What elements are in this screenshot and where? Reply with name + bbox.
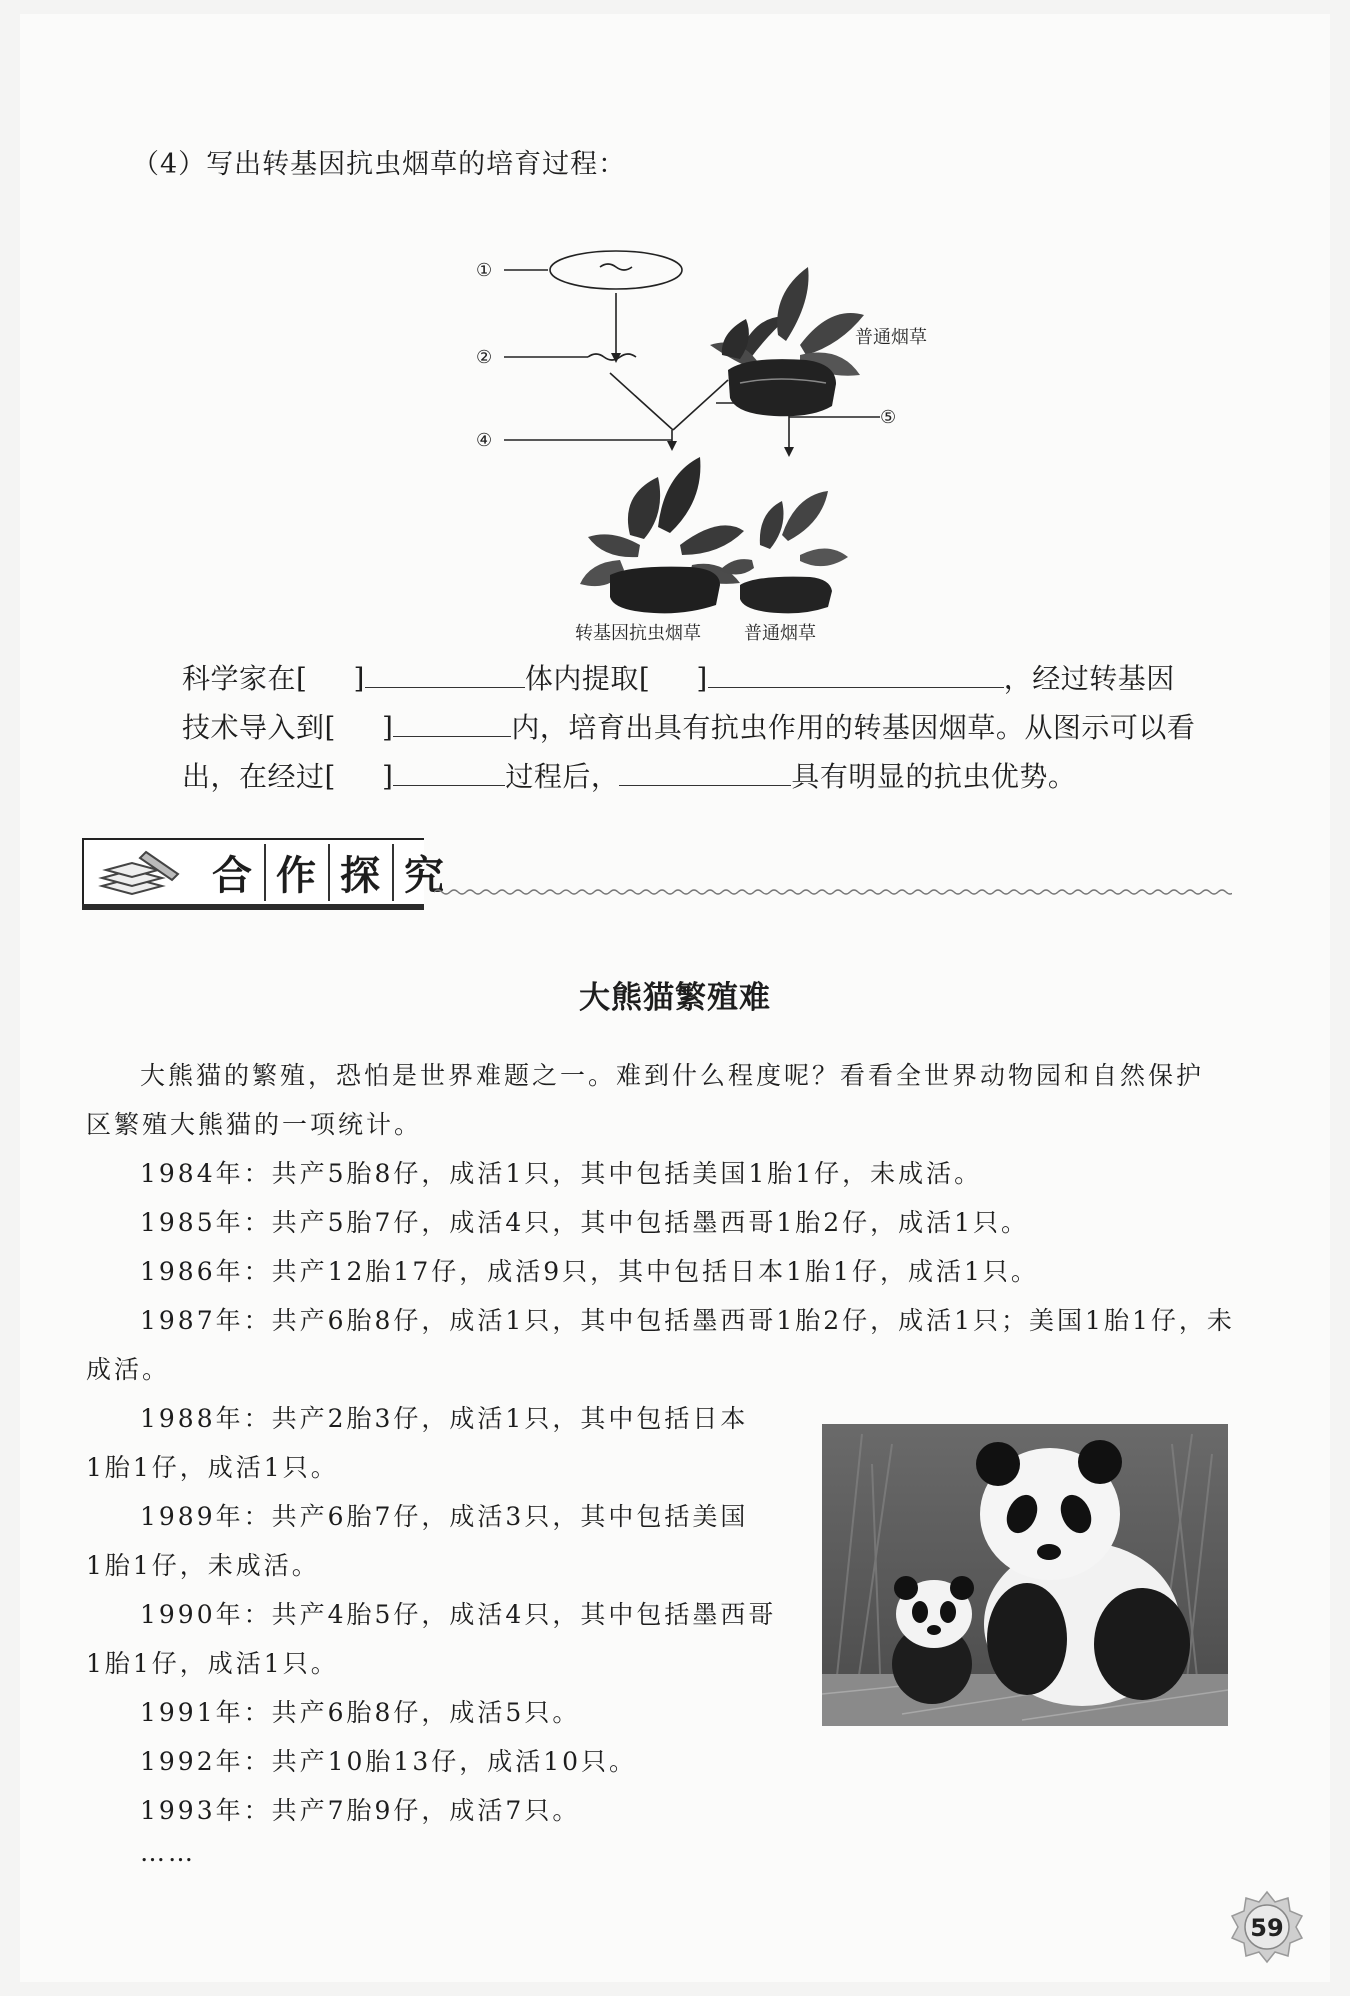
section-header [82,838,1232,908]
fill-text: 体内提取[ [524,662,651,695]
question-4: （4）写出转基因抗虫烟草的培育过程： [132,149,627,180]
fill-text: ] [696,662,708,695]
article-line: 1胎1仔，未成活。 [86,1551,320,1580]
article-line: 大熊猫的繁殖，恐怕是世界难题之一。难到什么程度呢？看看全世界动物园和自然保护 [140,1061,1205,1090]
section-title-char: 合 [202,844,266,901]
article-line: 1986年：共产12胎17仔，成活9只，其中包括日本1胎1仔，成活1只。 [140,1257,1039,1286]
blank-field[interactable] [393,706,511,737]
section-title [202,844,456,901]
article-line: 1胎1仔，成活1只。 [86,1649,339,1678]
article-title: 大熊猫繁殖难 [579,980,771,1016]
fill-text: 内，培育出具有抗虫作用的转基因烟草。从图示可以看 [511,711,1196,744]
transgenic-diagram [460,215,960,645]
marker-1: ① [476,260,493,281]
fill-text: ] [353,662,365,695]
books-pen-icon [96,846,192,898]
page-number-badge [1230,1890,1304,1964]
fill-line-3 [182,752,1076,801]
fill-text: ，经过转基因 [1003,662,1175,695]
marker-4: ④ [476,430,493,451]
blank-field[interactable] [393,755,505,786]
section-title-char: 作 [266,844,330,901]
fill-line-1 [182,654,1175,703]
section-underline [82,904,424,910]
normal-tobacco-plant-top [710,267,864,416]
article-line: …… [140,1838,196,1867]
wavy-divider [434,886,1232,898]
page-number: 59 [1250,1914,1284,1942]
fill-text: 具有明显的抗虫优势。 [791,760,1077,793]
fill-text: 技术导入到[ [182,711,336,744]
normal-tobacco-plant-bottom [720,491,848,613]
label-normal-tobacco: 普通烟草 [855,327,927,348]
section-title-char: 探 [330,844,394,901]
article-line: 1989年：共产6胎7仔，成活3只，其中包括美国 [140,1502,749,1531]
label-normal-tobacco-bottom: 普通烟草 [744,623,816,644]
article-line: 1991年：共产6胎8仔，成活5只。 [140,1698,581,1727]
article-line: 1990年：共产4胎5仔，成活4只，其中包括墨西哥 [140,1600,777,1629]
blank-field[interactable] [708,657,1004,688]
transgenic-tobacco-plant [580,457,744,613]
marker-2: ② [476,347,493,368]
article-line: 区繁殖大熊猫的一项统计。 [86,1110,423,1139]
fill-text: 科学家在[ [182,662,308,695]
article-line: 1987年：共产6胎8仔，成活1只，其中包括墨西哥1胎2仔，成活1只；美国1胎1仔，未 [140,1306,1235,1335]
article-line: 1988年：共产2胎3仔，成活1只，其中包括日本 [140,1404,749,1433]
section-title-char: 究 [404,853,446,899]
article-line: 1984年：共产5胎8仔，成活1只，其中包括美国1胎1仔，未成活。 [140,1159,983,1188]
panda-photo [822,1424,1228,1726]
blank-field[interactable] [619,755,791,786]
fill-text: 过程后， [505,760,620,793]
fill-text: ] [381,760,394,793]
article-line: 1992年：共产10胎13仔，成活10只。 [140,1747,638,1776]
label-transgenic-tobacco: 转基因抗虫烟草 [575,623,701,644]
fill-text: ] [381,711,394,744]
article-line: 1胎1仔，成活1只。 [86,1453,339,1482]
blank-field[interactable] [365,657,525,688]
article-line: 1993年：共产7胎9仔，成活7只。 [140,1796,581,1825]
marker-5: ⑤ [880,407,897,428]
article-line: 成活。 [86,1355,171,1384]
article-line: 1985年：共产5胎7仔，成活4只，其中包括墨西哥1胎2仔，成活1只。 [140,1208,1030,1237]
fill-text: 出，在经过[ [182,760,336,793]
fill-line-2 [182,703,1195,752]
